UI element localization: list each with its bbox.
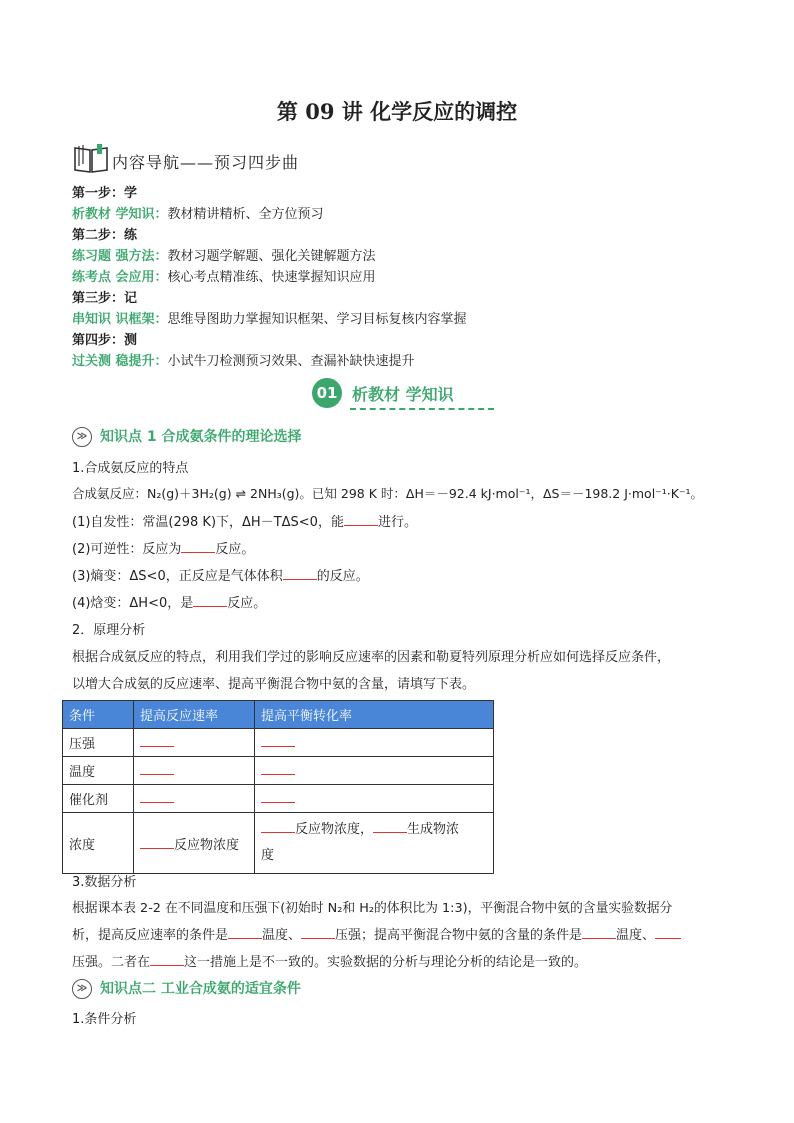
data-analysis-line-1: 根据课本表 2-2 在不同温度和压强下(初始时 N₂和 H₂的体积比为 1:3)，平衡混合物中氨的含量实验数据分 xyxy=(72,901,673,916)
book-icon xyxy=(72,142,110,174)
step-2-item-a: 练习题 强方法：教材习题学解题、强化关键解题方法 xyxy=(72,249,376,264)
principle-heading: 2．原理分析 xyxy=(72,623,146,638)
conditions-table xyxy=(62,700,494,874)
guide-label: 内容导航——预习四步曲 xyxy=(112,153,300,172)
step-2-heading: 第二步：练 xyxy=(72,228,138,243)
section-divider xyxy=(350,408,494,410)
section-header xyxy=(312,378,492,410)
data-analysis-line-2: 析，提高反应速率的条件是 温度、 压强；提高平衡混合物中氨的含量的条件是 温度、 xyxy=(72,924,681,943)
enthalpy-line: (4)焓变：ΔH<0，是 反应。 xyxy=(72,596,267,611)
step-1-item: 析教材 学知识：教材精讲精析、全方位预习 xyxy=(72,207,324,222)
data-analysis-heading: 3.数据分析 xyxy=(72,875,137,890)
kp2-heading: 1.条件分析 xyxy=(72,1012,137,1027)
kp1-heading: 1.合成氨反应的特点 xyxy=(72,461,189,476)
section-number: 01 xyxy=(312,378,342,408)
table-row: 催化剂 xyxy=(63,785,494,813)
step-3-item: 串知识 识框架：思维导图助力掌握知识框架、学习目标复核内容掌握 xyxy=(72,312,467,327)
step-4-heading: 第四步：测 xyxy=(72,333,138,348)
chevron-right-icon: ≫ xyxy=(72,427,92,447)
data-analysis-line-3: 压强。二者在 这一措施上是不一致的。实验数据的分析与理论分析的结论是一致的。 xyxy=(72,955,588,970)
spontaneity-line: (1)自发性：常温(298 K)下，ΔH－TΔS<0，能 进行。 xyxy=(72,515,417,530)
step-3-heading: 第三步：记 xyxy=(72,291,138,306)
step-1-heading: 第一步：学 xyxy=(72,186,138,201)
reversibility-line: (2)可逆性：反应为 反应。 xyxy=(72,542,255,557)
page-title: 第 09 讲 化学反应的调控 xyxy=(276,99,518,124)
table-header: 条件 xyxy=(63,701,134,729)
table-header: 提高反应速率 xyxy=(134,701,255,729)
step-2-item-b: 练考点 会应用：核心考点精准练、快速掌握知识应用 xyxy=(72,270,376,285)
table-row: 温度 xyxy=(63,757,494,785)
table-header: 提高平衡转化率 xyxy=(255,701,494,729)
step-4-item: 过关测 稳提升：小试牛刀检测预习效果、查漏补缺快速提升 xyxy=(72,354,415,369)
reaction-line: 合成氨反应：N₂(g)＋3H₂(g) ⇌ 2NH₃(g)。已知 298 K 时：ΔH＝－92.4 kJ·mol⁻¹，ΔS＝－198.2 J·mol⁻¹·K⁻¹。 xyxy=(72,486,704,501)
table-row: 浓度 反应物浓度 反应物浓度， 生成物浓 度 xyxy=(63,813,494,874)
principle-para-2: 以增大合成氨的反应速率、提高平衡混合物中氨的含量，请填写下表。 xyxy=(72,677,476,692)
table-row: 压强 xyxy=(63,729,494,757)
principle-para-1: 根据合成氨反应的特点，利用我们学过的影响反应速率的因素和勒夏特列原理分析应如何选择反应条件， xyxy=(72,650,671,665)
section-label: 析教材 学知识 xyxy=(352,385,454,404)
chevron-right-icon: ≫ xyxy=(72,979,92,999)
entropy-line: (3)熵变：ΔS<0，正反应是气体体积 的反应。 xyxy=(72,569,369,584)
knowledge-point-1: ≫ 知识点 1 合成氨条件的理论选择 xyxy=(72,426,302,447)
content-guide xyxy=(72,142,300,178)
knowledge-point-2: ≫ 知识点二 工业合成氨的适宜条件 xyxy=(72,978,301,999)
